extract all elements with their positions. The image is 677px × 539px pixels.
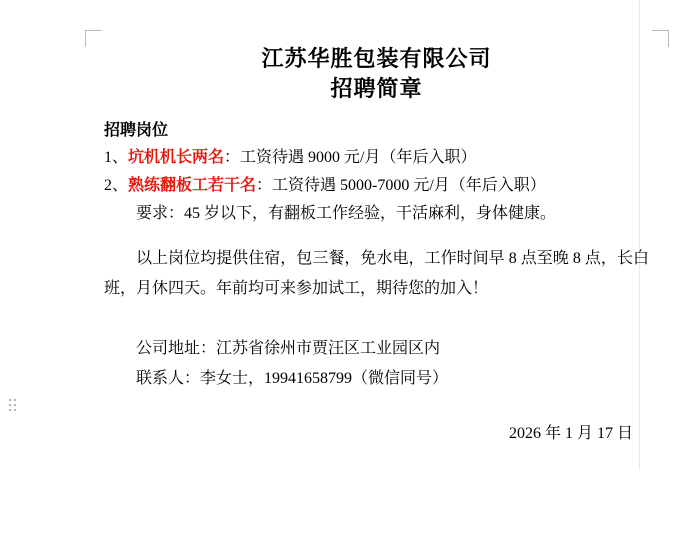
section-heading-positions: 招聘岗位 xyxy=(104,122,169,139)
dot xyxy=(9,404,11,406)
job-detail: ：工资待遇 5000-7000 元/月（年后入职） xyxy=(256,177,546,194)
document-date: 2026 年 1 月 17 日 xyxy=(508,425,633,442)
document-page xyxy=(38,0,649,470)
job-listing-item xyxy=(104,144,649,172)
job-listing-item xyxy=(104,172,649,200)
title-line-company: 江苏华胜包装有限公司 xyxy=(261,46,492,71)
company-address: 公司地址：江苏省徐州市贾汪区工业园区内 xyxy=(136,340,441,357)
dot xyxy=(9,409,11,411)
job-number: 2、 xyxy=(104,177,129,194)
dot xyxy=(14,404,16,406)
document-body xyxy=(104,44,649,448)
dot xyxy=(14,409,16,411)
contact-person: 联系人：李女士，19941658799（微信同号） xyxy=(136,370,449,387)
drag-handle-icon[interactable] xyxy=(9,399,18,413)
job-role: 熟练翻板工若干名 xyxy=(128,177,257,194)
document-title xyxy=(104,44,649,104)
job-number: 1、 xyxy=(104,149,129,166)
dot xyxy=(14,399,16,401)
title-line-subtitle: 招聘简章 xyxy=(330,76,423,101)
margin-mark-top-right xyxy=(652,30,669,47)
job-role: 坑机机长两名 xyxy=(128,149,225,166)
margin-mark-top-left xyxy=(85,30,102,47)
job-requirements: 要求：45 岁以下，有翻板工作经验，干活麻利，身体健康。 xyxy=(136,205,557,222)
job-detail: ：工资待遇 9000 元/月（年后入职） xyxy=(224,149,477,166)
dot xyxy=(9,399,11,401)
benefits-paragraph: 以上岗位均提供住宿，包三餐，免水电，工作时间早 8 点至晚 8 点，长白班，月休四天。年前均可来参加试工，期待您的加入！ xyxy=(104,250,649,297)
